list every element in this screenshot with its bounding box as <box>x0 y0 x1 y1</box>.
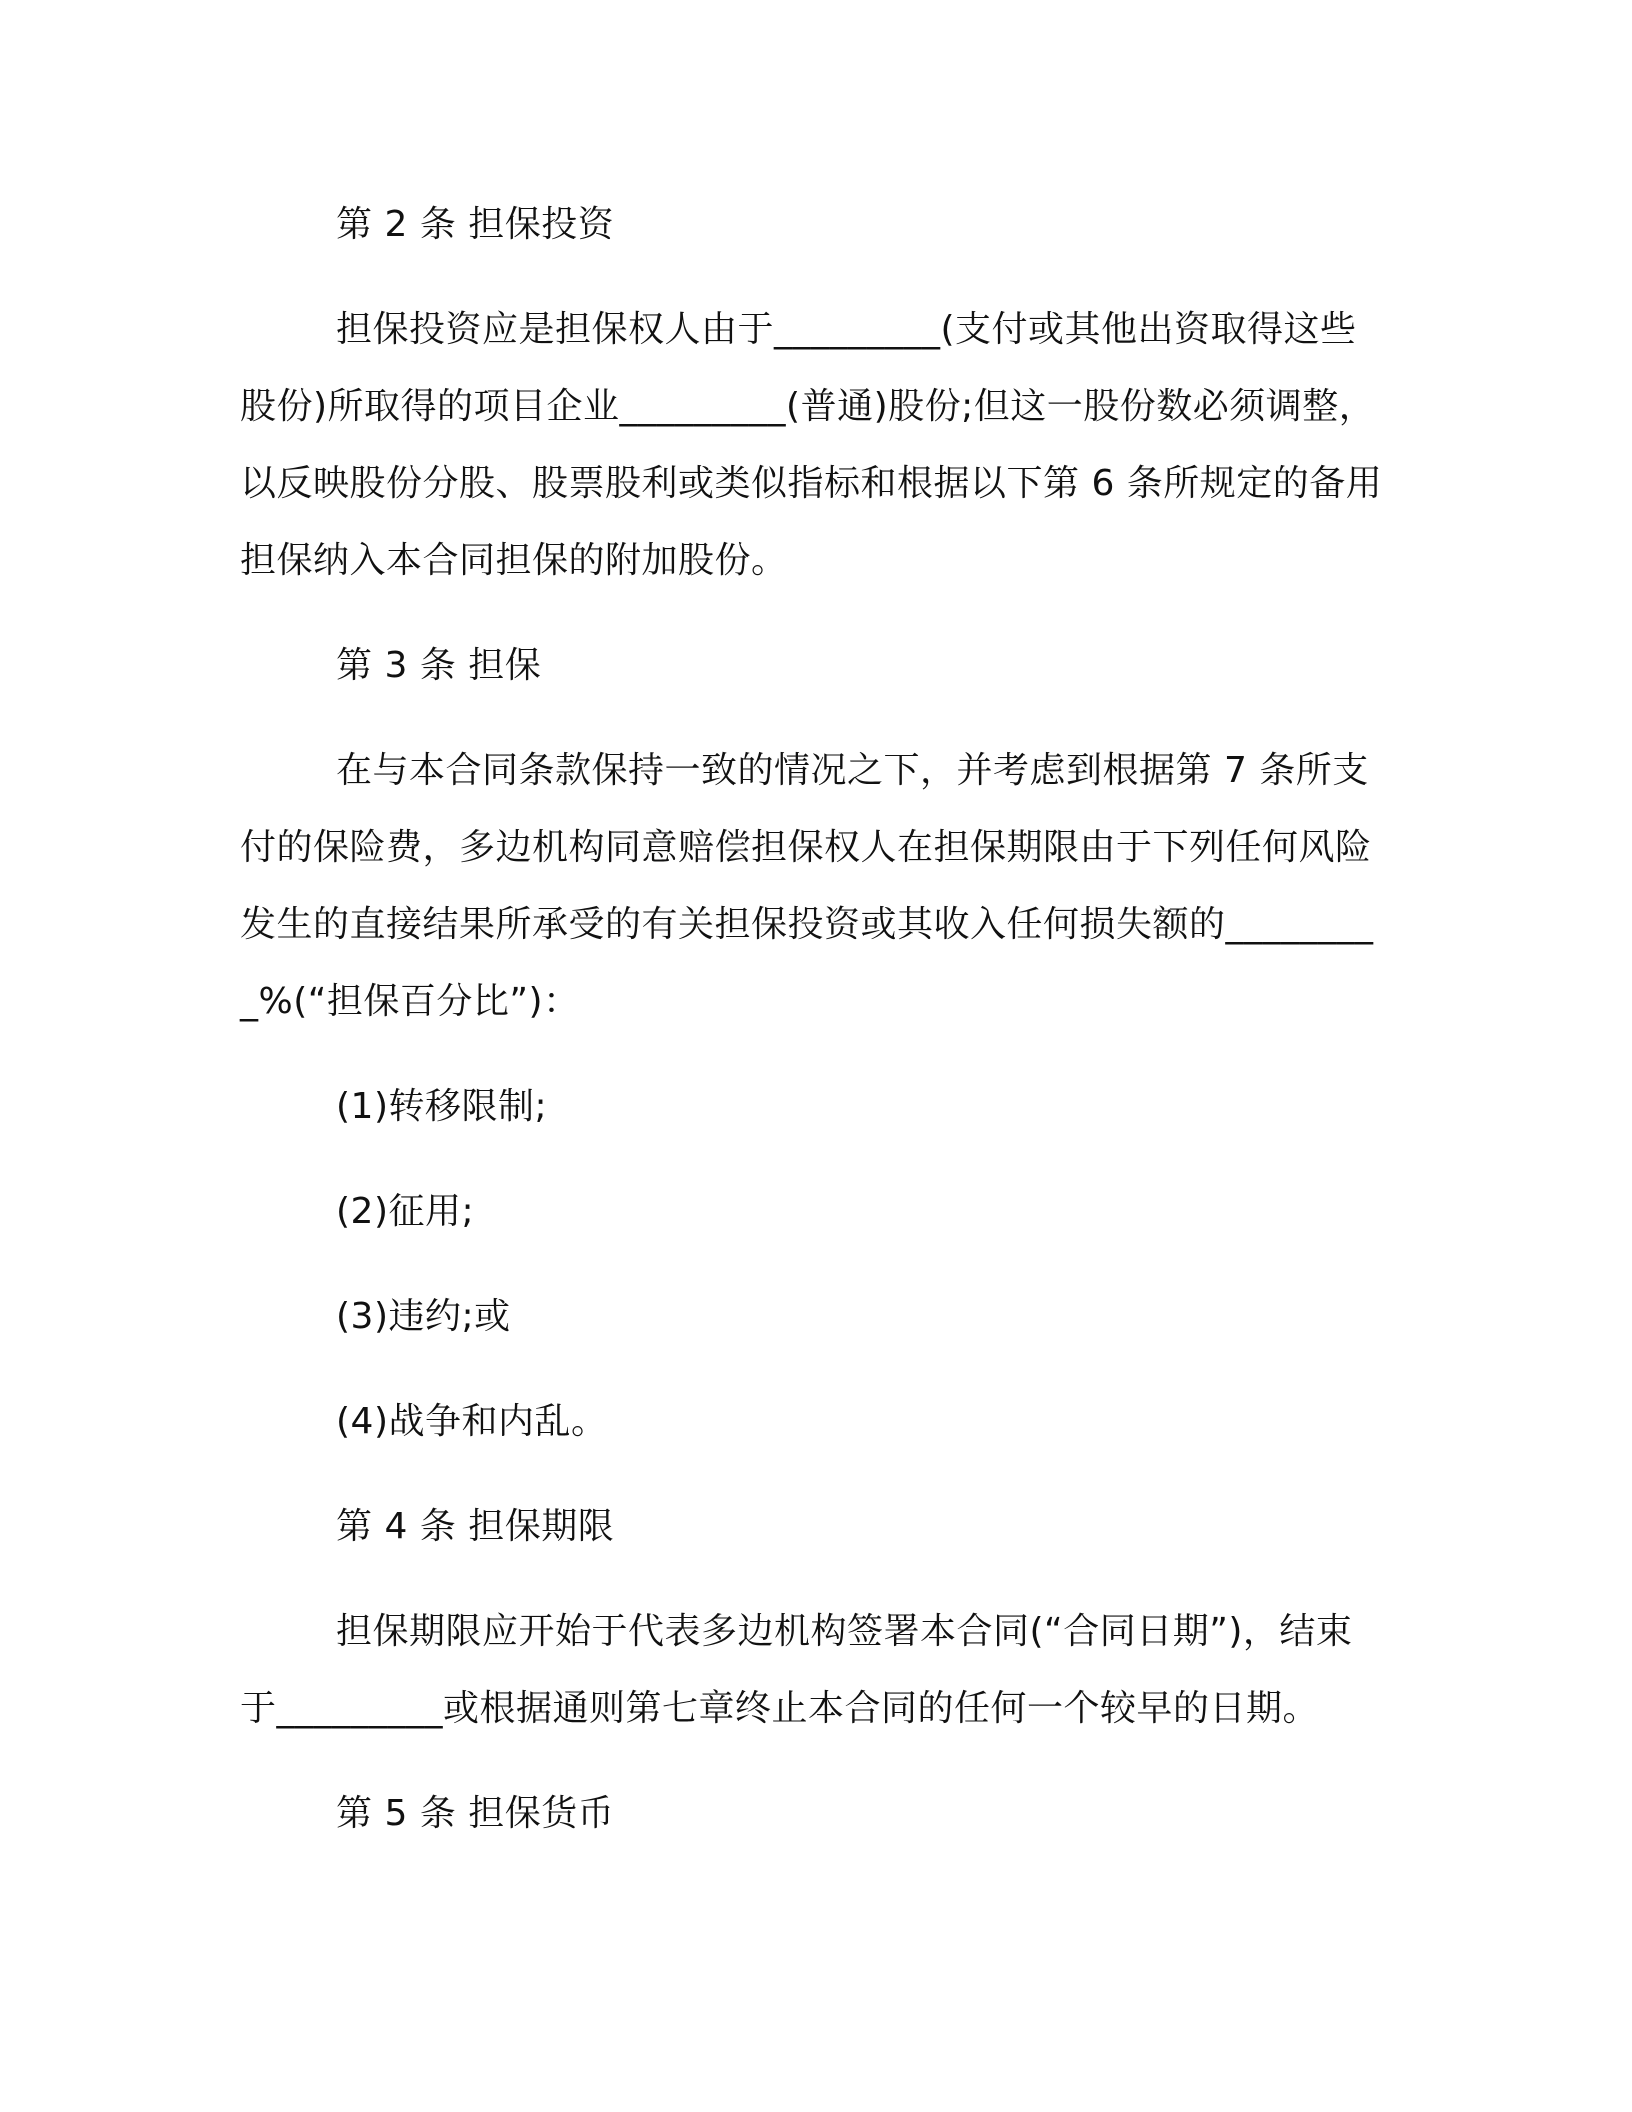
risk-item-4: (4)战争和内乱。 <box>336 1401 608 1442</box>
article-2-heading: 第 2 条 担保投资 <box>336 204 615 245</box>
article-3-heading: 第 3 条 担保 <box>336 645 542 686</box>
article-5-heading: 第 5 条 担保货币 <box>336 1793 615 1834</box>
article-4-body: 担保期限应开始于代表多边机构签署本合同(“合同日期”)，结束于_________或根据通则第七章终止本合同的任何一个较早的日期。 <box>240 1611 1353 1729</box>
risk-item-2: (2)征用; <box>336 1191 475 1232</box>
document-body <box>240 186 1385 1852</box>
risk-item-1: (1)转移限制; <box>336 1086 548 1127</box>
article-2-body: 担保投资应是担保权人由于_________(支付或其他出资取得这些股份)所取得的项目企业_________(普通)股份;但这一股份数必须调整，以反映股份分股、股票股利或类似指标和根据以下第 6 条所规定的备用担保纳入本合同担保的附加股份。 <box>240 309 1383 581</box>
article-3-body: 在与本合同条款保持一致的情况之下，并考虑到根据第 7 条所支付的保险费，多边机构同意赔偿担保权人在担保期限由于下列任何风险发生的直接结果所承受的有关担保投资或其收入任何损失额的_________%(“担保百分比”)： <box>240 750 1374 1022</box>
article-4-heading: 第 4 条 担保期限 <box>336 1506 615 1547</box>
risk-item-3: (3)违约;或 <box>336 1296 511 1337</box>
